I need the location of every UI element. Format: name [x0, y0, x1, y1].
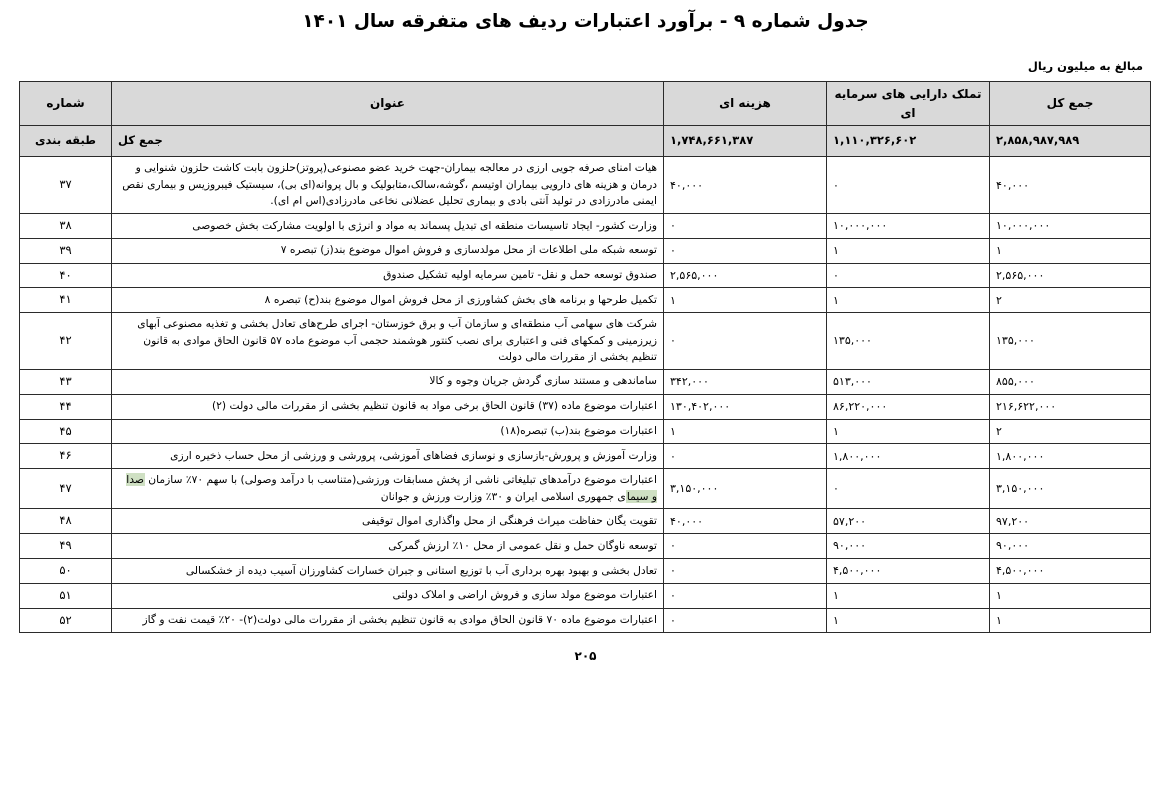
row-total: ۱۰,۰۰۰,۰۰۰ [990, 213, 1151, 238]
row-current: ۰ [664, 444, 827, 469]
row-total: ۱,۸۰۰,۰۰۰ [990, 444, 1151, 469]
row-title: توسعه ناوگان حمل و نقل عمومی از محل ۱۰٪ ارزش گمرکی [112, 534, 664, 559]
row-number: ۴۶ [20, 444, 112, 469]
row-capital: ۱,۸۰۰,۰۰۰ [827, 444, 990, 469]
table-row [20, 558, 1151, 583]
row-total: ۲,۵۶۵,۰۰۰ [990, 263, 1151, 288]
units-note: مبالغ به میلیون ریال [1027, 58, 1143, 73]
row-total: ۲ [990, 419, 1151, 444]
table-header [20, 81, 1151, 125]
table-row [20, 288, 1151, 313]
column-header-capital-assets: تملک دارایی های سرمایه ای [827, 81, 990, 125]
page-number: ۲۰۵ [574, 649, 597, 664]
row-number: ۴۷ [20, 469, 112, 509]
row-number: ۴۵ [20, 419, 112, 444]
column-header-number: شماره [20, 81, 112, 125]
column-header-total: جمع کل [990, 81, 1151, 125]
table-row [20, 608, 1151, 633]
row-title: تکمیل طرحها و برنامه های بخش کشاورزی از محل فروش اموال موضوع بند(ح) تبصره ۸ [112, 288, 664, 313]
classification-label: طبقه بندی [20, 126, 112, 157]
row-title-highlighted [112, 469, 664, 509]
row-capital: ۹۰,۰۰۰ [827, 534, 990, 559]
row-current: ۰ [664, 608, 827, 633]
row-current: ۱ [664, 419, 827, 444]
row-total: ۹۷,۲۰۰ [990, 509, 1151, 534]
row-capital: ۰ [827, 157, 990, 214]
row-number: ۵۲ [20, 608, 112, 633]
row-capital: ۵۷,۲۰۰ [827, 509, 990, 534]
grand-total-row [20, 126, 1151, 157]
row-current: ۲,۵۶۵,۰۰۰ [664, 263, 827, 288]
row-number: ۳۹ [20, 238, 112, 263]
row-current: ۰ [664, 238, 827, 263]
row-capital: ۱ [827, 288, 990, 313]
column-header-title: عنوان [112, 81, 664, 125]
table-row [20, 369, 1151, 394]
table-row [20, 534, 1151, 559]
row-number: ۴۴ [20, 394, 112, 419]
row-current: ۱ [664, 288, 827, 313]
row-title: اعتبارات موضوع مولد سازی و فروش اراضی و املاک دولتی [112, 583, 664, 608]
table-row [20, 213, 1151, 238]
row-number: ۳۸ [20, 213, 112, 238]
row-current: ۳۴۲,۰۰۰ [664, 369, 827, 394]
row-title: وزارت کشور- ایجاد تاسیسات منطقه ای تبدیل پسماند به مواد و انرژی با اولویت مشارکت بخش خصوصی [112, 213, 664, 238]
table-row [20, 157, 1151, 214]
table-row [20, 469, 1151, 509]
row-title: شرکت های سهامی آب منطقه‌ای و سازمان آب و برق خوزستان- اجرای طرح‌های تعادل بخشی و تغذیه مصنوعی آبهای زیرزمینی و کمکهای فنی و اعتباری برای نصب کنتور هوشمند حجمی آب موضوع ماده ۵۷ قانون الحاق موادی به قانون تنظیم بخشی از مقررات مالی دولت [112, 313, 664, 370]
row-current: ۴۰,۰۰۰ [664, 509, 827, 534]
row-title: وزارت آموزش و پرورش-بازسازی و نوسازی فضاهای آموزشی، پرورشی و ورزشی از محل حساب ذخیره ارزی [112, 444, 664, 469]
row-title: ساماندهی و مستند سازی گردش جریان وجوه و کالا [112, 369, 664, 394]
row-number: ۵۱ [20, 583, 112, 608]
row-capital: ۱۳۵,۰۰۰ [827, 313, 990, 370]
row-total: ۱۳۵,۰۰۰ [990, 313, 1151, 370]
row-current: ۰ [664, 583, 827, 608]
row-total: ۲۱۶,۶۲۲,۰۰۰ [990, 394, 1151, 419]
row-title-segment: ی جمهوری اسلامی ایران و ۳۰٪ وزارت ورزش و جوانان [380, 489, 626, 503]
row-number: ۴۰ [20, 263, 112, 288]
row-total: ۴۰,۰۰۰ [990, 157, 1151, 214]
row-current: ۰ [664, 558, 827, 583]
row-capital: ۱ [827, 608, 990, 633]
row-total: ۲ [990, 288, 1151, 313]
table-row [20, 238, 1151, 263]
row-number: ۴۳ [20, 369, 112, 394]
budget-table-container [0, 81, 1171, 633]
row-capital: ۰ [827, 469, 990, 509]
row-current: ۰ [664, 534, 827, 559]
row-capital: ۵۱۳,۰۰۰ [827, 369, 990, 394]
row-current: ۱۳۰,۴۰۲,۰۰۰ [664, 394, 827, 419]
row-number: ۳۷ [20, 157, 112, 214]
table-row [20, 583, 1151, 608]
row-title-segment: اعتبارات موضوع درآمدهای تبلیغاتی ناشی از پخش مسابقات ورزشی(متناسب با درآمد وصولی) با سهم ۷۰٪ سازمان [144, 473, 657, 487]
header-row [20, 81, 1151, 125]
row-capital: ۱ [827, 419, 990, 444]
column-header-current-expenditure: هزینه ای [664, 81, 827, 125]
row-title: اعتبارات موضوع ماده ۷۰ قانون الحاق موادی به قانون تنظیم بخشی از مقررات مالی دولت(۲)- ۲۰٪ قیمت نفت و گاز [112, 608, 664, 633]
row-number: ۴۱ [20, 288, 112, 313]
row-total: ۸۵۵,۰۰۰ [990, 369, 1151, 394]
row-current: ۰ [664, 213, 827, 238]
row-capital: ۱۰,۰۰۰,۰۰۰ [827, 213, 990, 238]
row-number: ۴۹ [20, 534, 112, 559]
row-current: ۰ [664, 313, 827, 370]
row-title: تعادل بخشی و بهبود بهره برداری آب با توزیع استانی و جبران خسارات کشاورزان آسیب دیده از خشکسالی [112, 558, 664, 583]
table-row [20, 313, 1151, 370]
table-body [20, 126, 1151, 633]
grand-total-capital: ۱,۱۱۰,۳۲۶,۶۰۲ [827, 126, 990, 157]
row-title: اعتبارات موضوع بند(ب) تبصره(۱۸) [112, 419, 664, 444]
row-number: ۵۰ [20, 558, 112, 583]
row-title: تقویت یگان حفاظت میراث فرهنگی از محل واگذاری اموال توقیفی [112, 509, 664, 534]
row-total: ۱ [990, 583, 1151, 608]
grand-total-total: ۲,۸۵۸,۹۸۷,۹۸۹ [990, 126, 1151, 157]
row-title: اعتبارات موضوع ماده (۳۷) قانون الحاق برخی مواد به قانون تنظیم بخشی از مقررات مالی دولت (۲) [112, 394, 664, 419]
table-row [20, 419, 1151, 444]
row-total: ۱ [990, 608, 1151, 633]
row-total: ۳,۱۵۰,۰۰۰ [990, 469, 1151, 509]
grand-total-current: ۱,۷۴۸,۶۶۱,۳۸۷ [664, 126, 827, 157]
row-capital: ۸۶,۲۲۰,۰۰۰ [827, 394, 990, 419]
row-title: توسعه شبکه ملی اطلاعات از محل مولدسازی و فروش اموال موضوع بند(ز) تبصره ۷ [112, 238, 664, 263]
budget-table [19, 81, 1151, 633]
table-row [20, 509, 1151, 534]
row-title: صندوق توسعه حمل و نقل- تامین سرمایه اولیه تشکیل صندوق [112, 263, 664, 288]
grand-total-title: جمع کل [112, 126, 664, 157]
row-title: هیات امنای صرفه جویی ارزی در معالجه بیماران-جهت خرید عضو مصنوعی(پروتز)حلزون بابت کاشت حلزون شنوایی و درمان و هزینه های دارویی بیماران اوتیسم ،گوشه،سالک،متابولیک و بال پروانه(ای بی)، سیستیک فیبروزیس و بیماری نقص ایمنی مادرزادی در تولید آنتی بادی و بیماری تحلیل عضلانی نخاعی مادرزادی(اس ام ای). [112, 157, 664, 214]
row-number: ۴۲ [20, 313, 112, 370]
row-total: ۹۰,۰۰۰ [990, 534, 1151, 559]
row-capital: ۴,۵۰۰,۰۰۰ [827, 558, 990, 583]
row-total: ۴,۵۰۰,۰۰۰ [990, 558, 1151, 583]
highlighted-text: صدا و سیما [126, 473, 657, 503]
table-row [20, 444, 1151, 469]
table-row [20, 263, 1151, 288]
table-row [20, 394, 1151, 419]
row-total: ۱ [990, 238, 1151, 263]
row-number: ۴۸ [20, 509, 112, 534]
row-current: ۴۰,۰۰۰ [664, 157, 827, 214]
row-current: ۳,۱۵۰,۰۰۰ [664, 469, 827, 509]
row-capital: ۰ [827, 263, 990, 288]
page-title: جدول شماره ۹ - برآورد اعتبارات ردیف های متفرقه سال ۱۴۰۱ [302, 11, 869, 32]
row-capital: ۱ [827, 238, 990, 263]
row-capital: ۱ [827, 583, 990, 608]
